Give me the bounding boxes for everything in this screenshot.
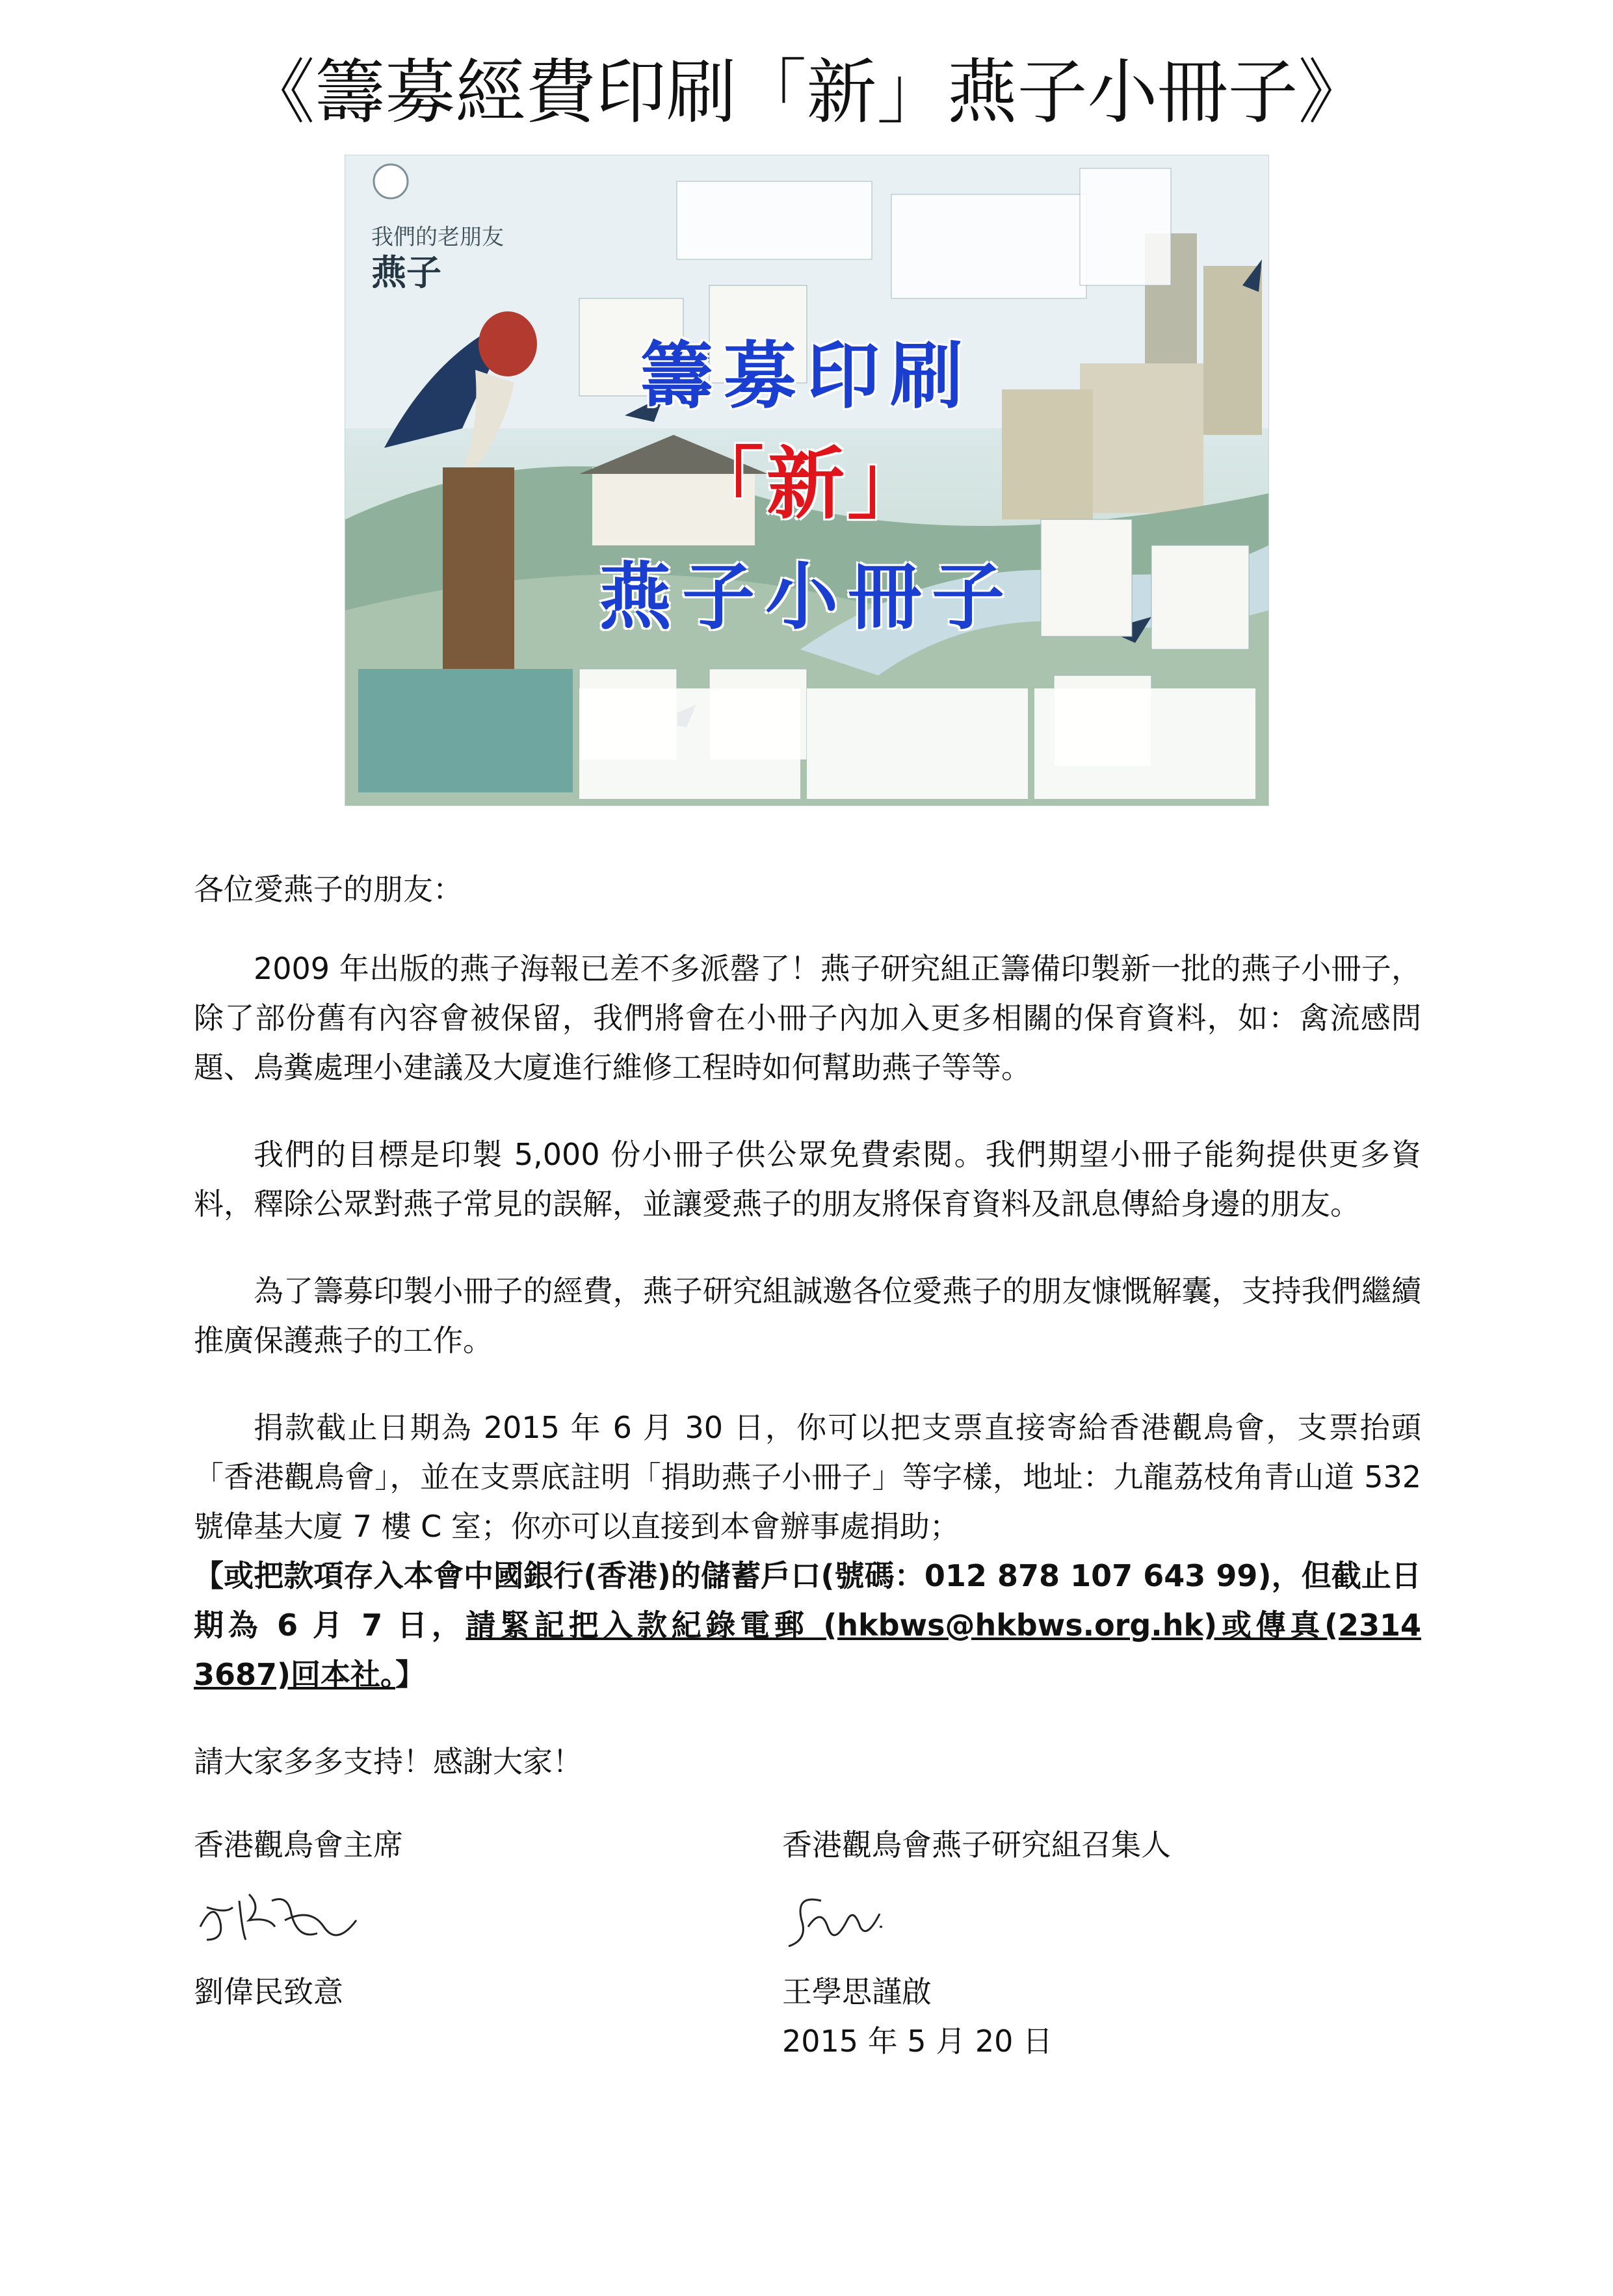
convenor-signature — [782, 1881, 951, 1953]
bank-note-close: 】 — [395, 1657, 426, 1692]
salutation: 各位愛燕子的朋友： — [194, 872, 463, 907]
thanks-line: 請大家多多支持！感謝大家！ — [194, 1744, 583, 1779]
signature-block — [194, 1820, 1421, 2059]
convenor-role: 香港觀鳥會燕子研究組召集人 — [782, 1827, 1171, 1862]
letter-date: 2015 年 5 月 20 日 — [782, 2024, 1053, 2059]
signature-left — [194, 1820, 403, 2016]
paragraph-4: 捐款截止日期為 2015 年 6 月 30 日，你可以把支票直接寄給香港觀鳥會，支票抬頭「香港觀鳥會」，並在支票底註明「捐助燕子小冊子」等字樣，地址：九龍荔枝角青山道 532 號偉基大廈 7 樓 C 室；你亦可以直接到本會辦事處捐助； — [194, 1410, 1421, 1544]
paragraph-3: 為了籌募印製小冊子的經費，燕子研究組誠邀各位愛燕子的朋友慷慨解囊，支持我們繼續推廣保護燕子的工作。 — [194, 1273, 1421, 1358]
signature-right — [782, 1820, 1171, 2066]
poster-header-small: 我們的老朋友 — [371, 224, 504, 250]
poster-overlay-line3: 燕子小冊子 — [599, 555, 1015, 640]
poster-header-large: 燕子 — [371, 252, 441, 293]
poster-overlay-line1: 籌募印刷 — [640, 334, 973, 419]
swallow-poster-image — [345, 155, 1269, 806]
convenor-name: 王學思謹啟 — [782, 1974, 932, 2009]
chairman-name: 劉偉民致意 — [194, 1974, 343, 2009]
deadline-note: 截止日期為 6 月 7 日 — [194, 1558, 1422, 1643]
chairman-role: 香港觀鳥會主席 — [194, 1827, 403, 1862]
receipt-instruction: 請緊記把入款紀錄電郵 (hkbws@hkbws.org.hk)或傳真(2314 3687)回本社。 — [194, 1608, 1422, 1692]
page-title: 《籌募經費印刷「新」燕子小冊子》 — [244, 52, 1369, 133]
paragraph-2: 我們的目標是印製 5,000 份小冊子供公眾免費索閱。我們期望小冊子能夠提供更多資料，釋除公眾對燕子常見的誤解，並讓愛燕子的朋友將保育資料及訊息傳給身邊的朋友。 — [194, 1137, 1421, 1221]
paragraph-1: 2009 年出版的燕子海報已差不多派罄了！燕子研究組正籌備印製新一批的燕子小冊子，除了部份舊有內容會被保留，我們將會在小冊子內加入更多相關的保育資料，如：禽流感問題、鳥糞處理小建議及大廈進行維修工程時如何幫助燕子等等。 — [194, 951, 1421, 1085]
letter-body — [194, 865, 1422, 2059]
bank-note-start: 【或把款項存入本會中國銀行(香港)的儲蓄戶口(號碼：012 878 107 643 99)，但 — [194, 1558, 1331, 1593]
bank-transfer-note — [194, 1551, 1421, 1699]
chairman-signature — [194, 1881, 363, 1953]
poster-overlay-line2: 「新」 — [686, 439, 928, 530]
bank-note-comma: ， — [431, 1608, 466, 1643]
